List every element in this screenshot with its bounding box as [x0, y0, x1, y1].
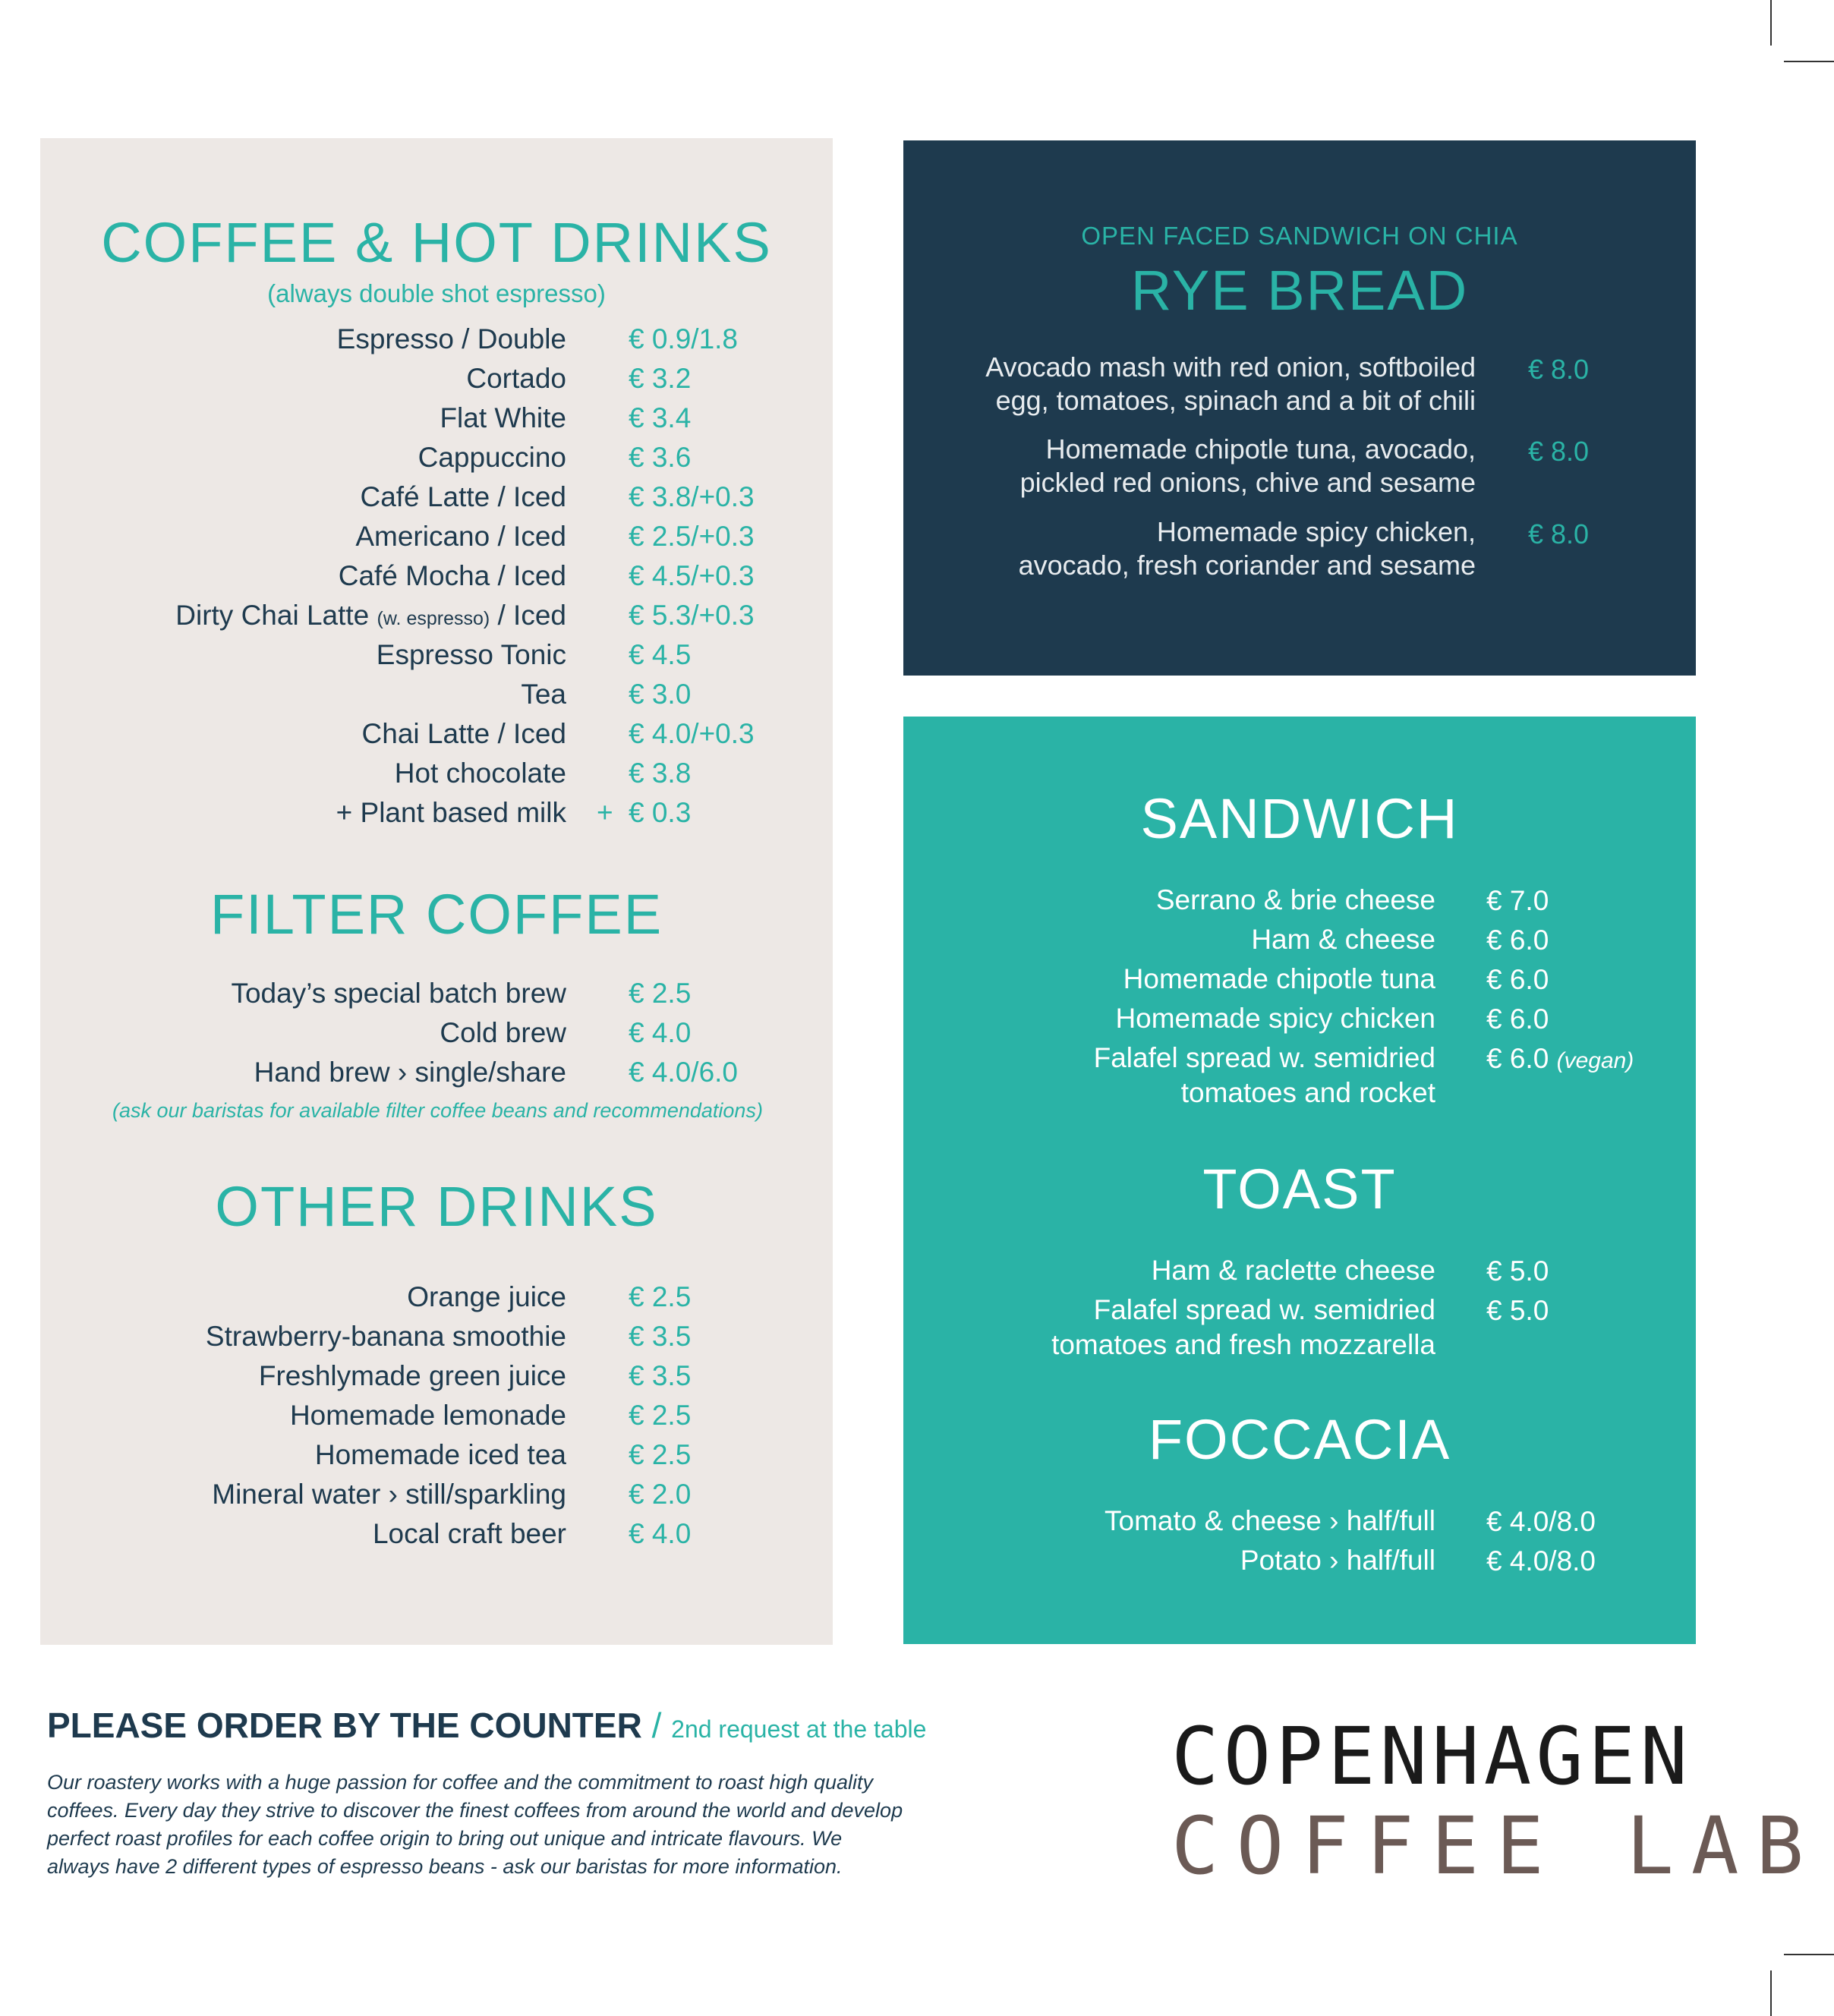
item-price: € 2.5: [629, 1400, 692, 1431]
sandwich-section-title: SANDWICH: [1140, 787, 1459, 850]
coffee-section-title: COFFEE & HOT DRINKS: [101, 211, 772, 274]
item-name: Potato › half/full: [1240, 1545, 1435, 1576]
item-name: Tomato & cheese › half/full: [1104, 1505, 1435, 1536]
other-section-title: OTHER DRINKS: [215, 1175, 658, 1238]
rye-item: [929, 433, 1476, 499]
sandwich-item: [904, 1001, 1435, 1036]
item-name: Serrano & brie cheese: [1155, 884, 1435, 915]
vegan-tag: (vegan): [1556, 1048, 1634, 1073]
foccacia-item: [904, 1543, 1435, 1578]
item-price: € 5.3/+0.3: [629, 600, 755, 631]
order-slash: /: [651, 1706, 662, 1745]
item-price: € 2.5/+0.3: [629, 521, 755, 552]
item-name-suffix: / Iced: [497, 600, 566, 631]
item-name: Hand brew › single/share: [254, 1057, 566, 1088]
crop-mark: [1770, 1970, 1772, 2016]
item-name: tomatoes and rocket: [1180, 1077, 1435, 1108]
roastery-description: Our roastery works with a huge passion for coffee and the commitment to roast high quality coffees. Every day they strive to discover the finest coffees from around the world and develop perfect roast profiles for each coffee origin to bring out unique and intricate flavours. We always have 2 different types of espresso beans - ask our baristas for more information.: [47, 1771, 903, 1878]
item-price: € 4.0: [629, 1017, 692, 1048]
item-price: € 3.5: [629, 1360, 692, 1391]
brand-logo-line1: COPENHAGEN: [1171, 1710, 1693, 1803]
item-name: + Plant based milk: [336, 797, 566, 828]
item-price: € 4.0/+0.3: [629, 718, 755, 749]
toast-section-title: TOAST: [1202, 1158, 1397, 1221]
item-price: € 4.5/+0.3: [629, 560, 755, 591]
item-price: € 0.3: [629, 797, 692, 828]
item-name: Chai Latte / Iced: [361, 718, 566, 749]
sandwich-item: [904, 962, 1435, 997]
item-price: € 3.6: [629, 442, 692, 473]
rye-item: [929, 515, 1476, 582]
item-price: € 4.5: [629, 639, 692, 670]
order-subtitle: 2nd request at the table: [671, 1715, 927, 1743]
item-name: Mineral water › still/sparkling: [212, 1479, 566, 1510]
rye-item-line: egg, tomatoes, spinach and a bit of chili: [995, 385, 1476, 416]
item-name: [35, 601, 566, 629]
item-plus: +: [597, 797, 613, 828]
rye-kicker: OPEN FACED SANDWICH ON CHIA: [1081, 222, 1518, 250]
item-name: Homemade lemonade: [289, 1400, 566, 1431]
item-name: Local craft beer: [372, 1518, 566, 1549]
rye-item-line: Homemade spicy chicken,: [1156, 516, 1476, 547]
rye-item-price: € 8.0: [1528, 518, 1590, 550]
item-name: Falafel spread w. semidried: [1093, 1042, 1435, 1073]
item-price: € 3.4: [629, 402, 692, 433]
sandwich-item: [904, 883, 1435, 918]
item-name: Falafel spread w. semidried: [1093, 1294, 1435, 1325]
item-name: tomatoes and fresh mozzarella: [1051, 1329, 1435, 1360]
rye-item-price: € 8.0: [1528, 436, 1590, 467]
sandwich-item-price: [1486, 1043, 1634, 1075]
foccacia-item-price: € 4.0/8.0: [1486, 1506, 1596, 1537]
foccacia-item-price: € 4.0/8.0: [1486, 1545, 1596, 1577]
item-name: Today’s special batch brew: [231, 978, 566, 1009]
item-name: Cortado: [466, 363, 566, 394]
filter-note: (ask our baristas for available filter coffee beans and recommendations): [112, 1099, 763, 1122]
rye-item-line: pickled red onions, chive and sesame: [1019, 467, 1476, 498]
rye-section-title: RYE BREAD: [1130, 259, 1469, 322]
item-name-note: (w. espresso): [377, 608, 490, 629]
rye-item-line: Homemade chipotle tuna, avocado,: [1045, 433, 1476, 465]
rye-item-price: € 8.0: [1528, 354, 1590, 385]
menu-item: [0, 680, 1834, 720]
item-name: Café Latte / Iced: [360, 481, 566, 512]
toast-item: [904, 1293, 1435, 1362]
crop-mark: [1784, 1954, 1834, 1955]
toast-item-price: € 5.0: [1486, 1295, 1549, 1326]
item-name: Homemade chipotle tuna: [1123, 963, 1435, 994]
item-name: Ham & raclette cheese: [1151, 1255, 1435, 1286]
rye-item-line: Avocado mash with red onion, softboiled: [985, 351, 1476, 383]
item-price: € 3.8/+0.3: [629, 481, 755, 512]
item-name: Tea: [521, 679, 566, 710]
order-title: PLEASE ORDER BY THE COUNTER: [47, 1706, 642, 1745]
sandwich-item-price: € 7.0: [1486, 885, 1549, 916]
item-price: € 6.0: [1486, 1043, 1549, 1074]
item-price: € 3.0: [629, 679, 692, 710]
item-name: Espresso / Double: [336, 323, 566, 354]
sandwich-item: [904, 922, 1435, 957]
item-name: Cappuccino: [418, 442, 566, 473]
item-name: Homemade spicy chicken: [1115, 1003, 1435, 1034]
item-name: Orange juice: [407, 1281, 566, 1312]
foccacia-section-title: FOCCACIA: [1148, 1408, 1451, 1471]
filter-section-title: FILTER COFFEE: [210, 883, 663, 946]
item-name-main: Dirty Chai Latte: [175, 600, 370, 631]
item-name: Flat White: [440, 402, 566, 433]
brand-logo-line2: COFFEE LAB: [1171, 1800, 1822, 1892]
item-price: € 0.9/1.8: [629, 323, 739, 354]
foccacia-item: [904, 1504, 1435, 1539]
item-price: € 2.5: [629, 978, 692, 1009]
toast-item-price: € 5.0: [1486, 1255, 1549, 1287]
item-name: Hot chocolate: [394, 758, 566, 789]
item-price: € 4.0: [629, 1518, 692, 1549]
crop-mark: [1770, 0, 1772, 46]
sandwich-item-price: € 6.0: [1486, 964, 1549, 995]
coffee-section-subtitle: (always double shot espresso): [267, 279, 606, 307]
sandwich-item-price: € 6.0: [1486, 1003, 1549, 1035]
item-name: Americano / Iced: [355, 521, 566, 552]
item-price: € 2.5: [629, 1281, 692, 1312]
item-name: Homemade iced tea: [314, 1439, 566, 1470]
item-price: € 2.0: [629, 1479, 692, 1510]
item-name: Café Mocha / Iced: [338, 560, 566, 591]
item-price: € 2.5: [629, 1439, 692, 1470]
item-name: Cold brew: [440, 1017, 566, 1048]
rye-item-line: avocado, fresh coriander and sesame: [1018, 550, 1476, 581]
sandwich-item: [904, 1041, 1435, 1110]
rye-item: [929, 351, 1476, 417]
item-price: € 3.5: [629, 1321, 692, 1352]
item-price: € 4.0/6.0: [629, 1057, 739, 1088]
crop-mark: [1784, 61, 1834, 62]
toast-item: [904, 1253, 1435, 1288]
item-price: € 3.8: [629, 758, 692, 789]
item-name: Espresso Tonic: [376, 639, 566, 670]
sandwich-item-price: € 6.0: [1486, 925, 1549, 956]
item-name: Freshlymade green juice: [258, 1360, 566, 1391]
item-price: € 3.2: [629, 363, 692, 394]
item-name: Ham & cheese: [1251, 924, 1435, 955]
item-name: Strawberry-banana smoothie: [205, 1321, 566, 1352]
order-instruction: [47, 1705, 926, 1746]
